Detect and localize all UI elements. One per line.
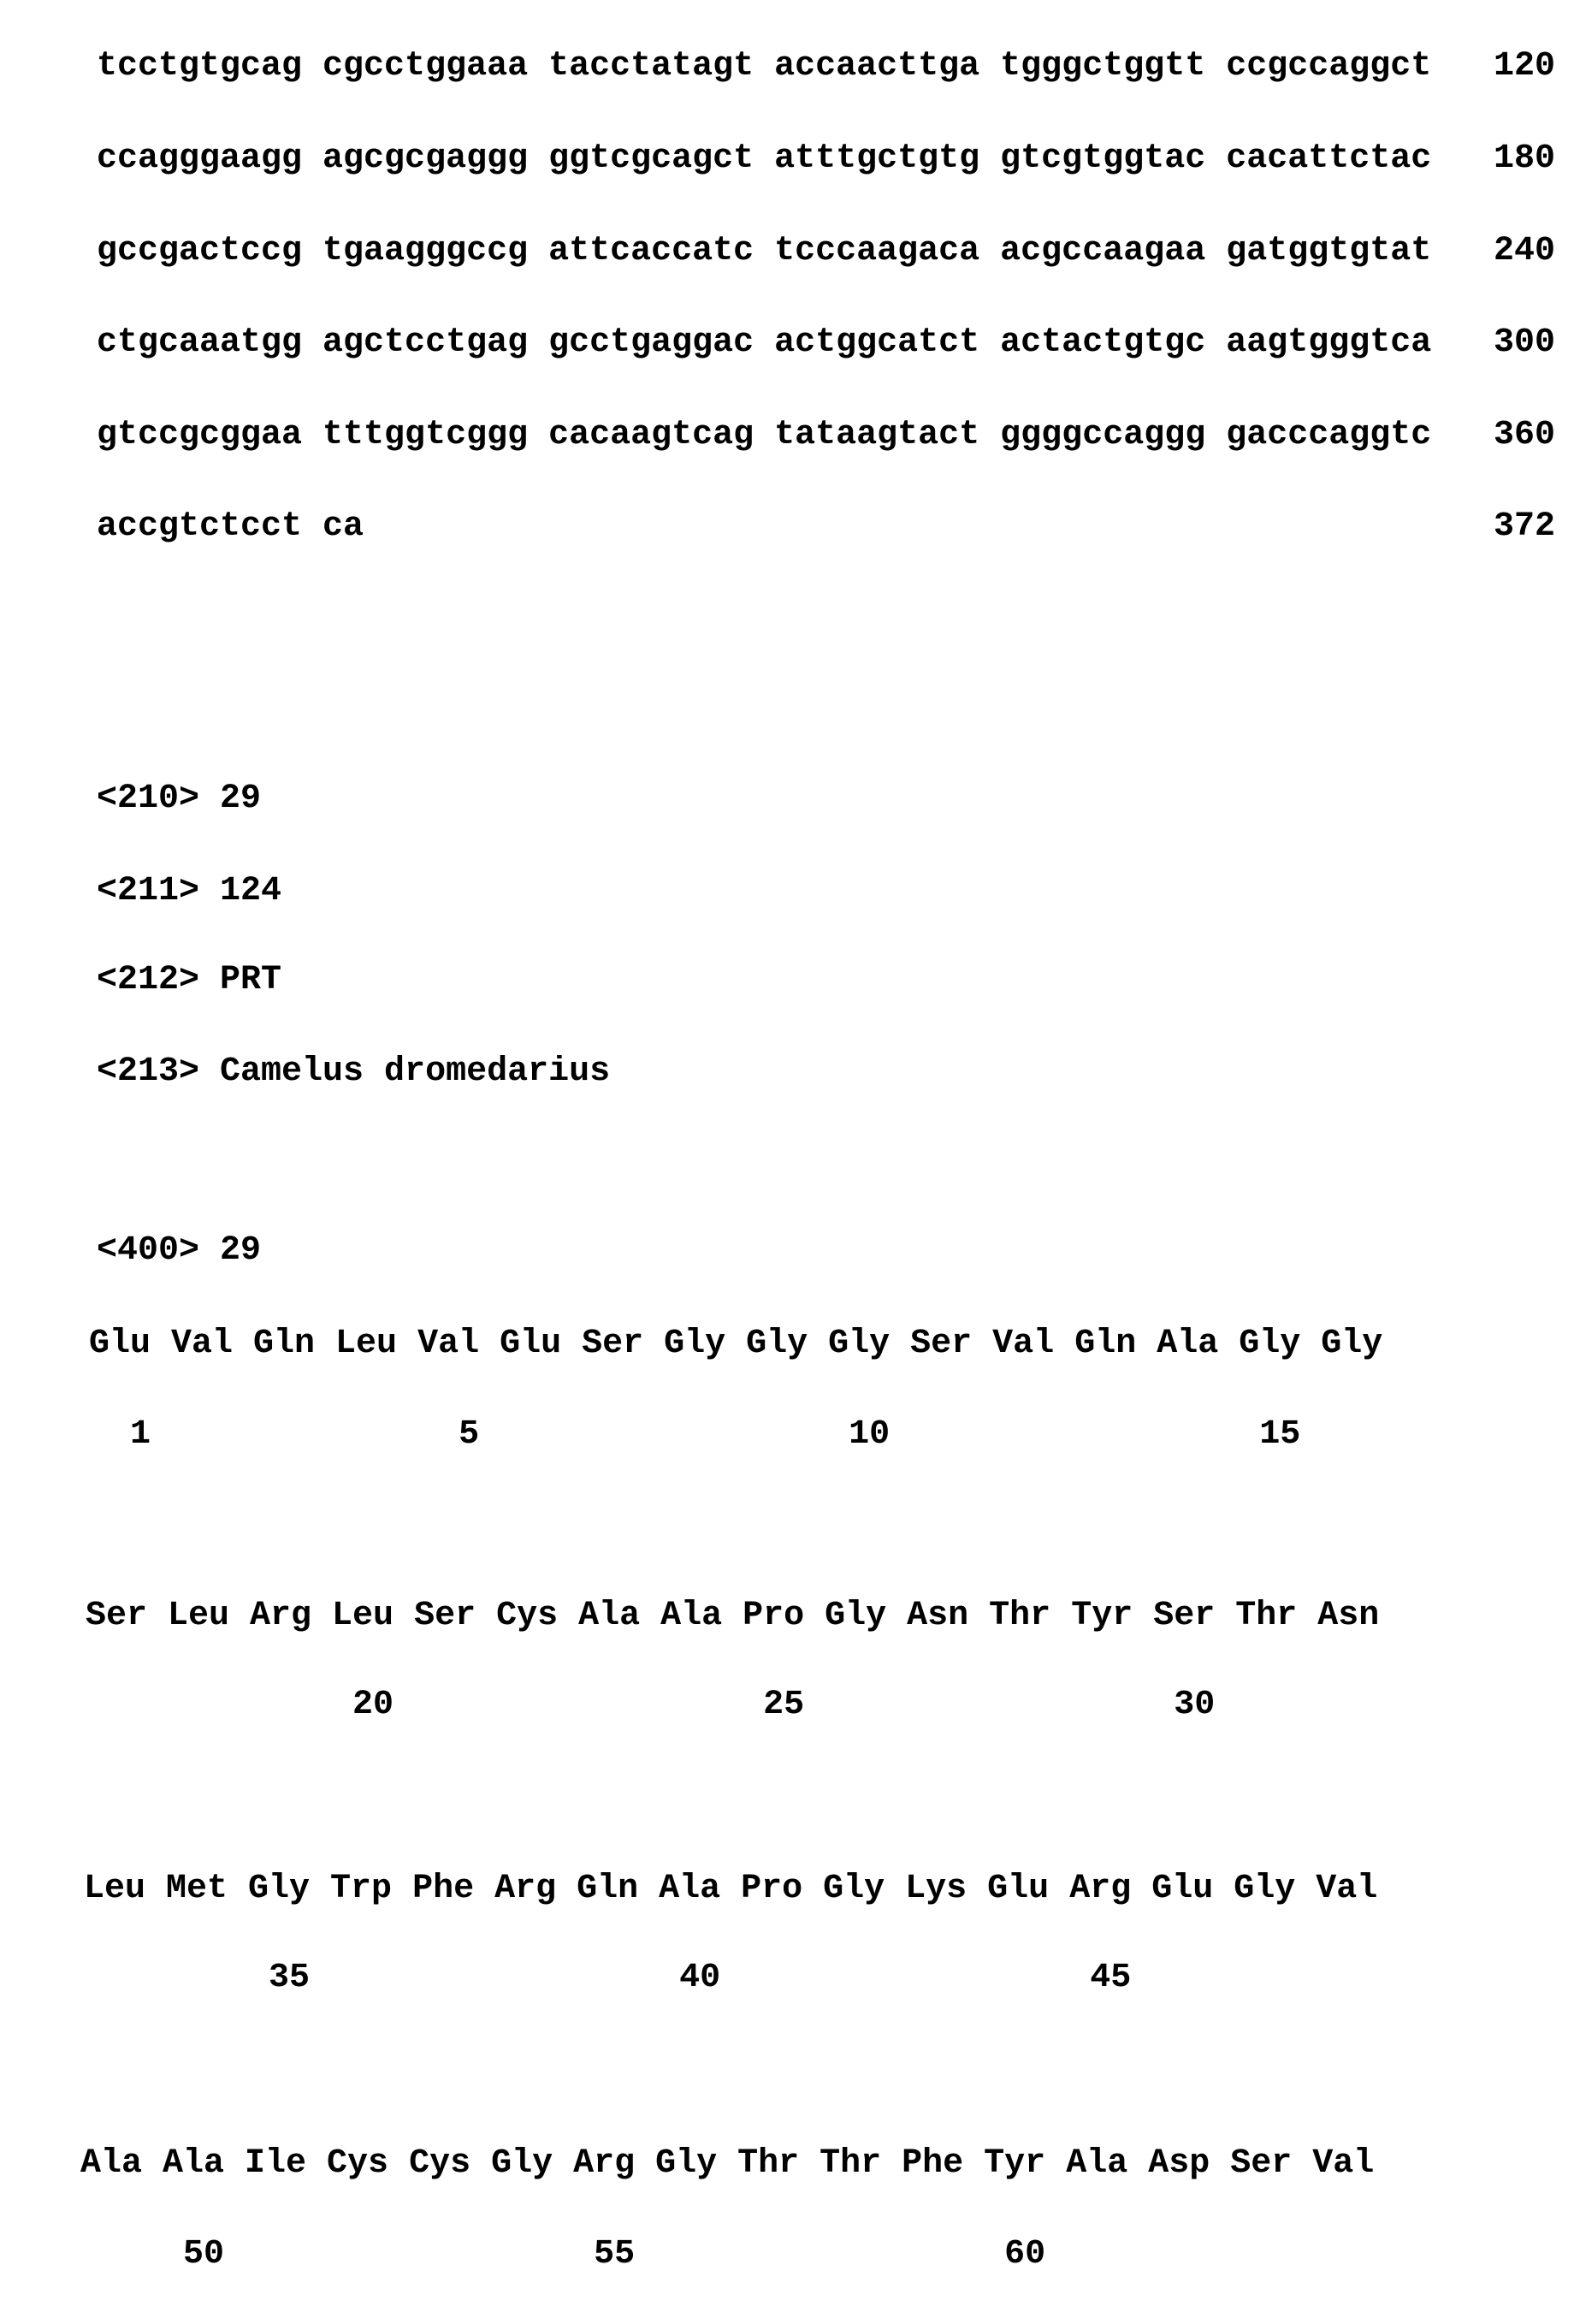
residue-line: Ser Leu Arg Leu Ser Cys Ala Ala Pro Gly Asn Thr Tyr Ser Thr Asn — [86, 1596, 1379, 1637]
sequence-position: 240 — [1494, 231, 1555, 272]
residue-line: Ala Ala Ile Cys Cys Gly Arg Gly Thr Thr Phe Tyr Ala Asp Ser Val — [80, 2143, 1374, 2185]
residue-line: Glu Val Gln Leu Val Glu Ser Gly Gly Gly Ser Val Gln Ala Gly Gly — [89, 1324, 1382, 1365]
residue-numbers — [80, 2234, 1535, 2275]
residue-number: 30 — [1174, 1685, 1215, 1726]
sequence-position: 180 — [1494, 139, 1555, 180]
sequence-line: tcctgtgcag cgcctggaaa tacctatagt accaacttga tgggctggtt ccgccaggct — [97, 46, 1431, 87]
residue-numbers — [86, 1685, 1540, 1726]
residue-number: 55 — [594, 2234, 635, 2275]
seq-id-field: <210> 29 — [97, 779, 261, 820]
residue-number: 15 — [1259, 1414, 1300, 1455]
residue-number: 5 — [459, 1414, 479, 1455]
length-field: <211> 124 — [97, 871, 281, 912]
sequence-line: accgtctcct ca — [97, 507, 364, 548]
sequence-position: 120 — [1494, 46, 1555, 87]
residue-numbers — [89, 1414, 1543, 1455]
sequence-position: 300 — [1494, 323, 1555, 364]
residue-number: 25 — [763, 1685, 804, 1726]
sequence-line: ctgcaaatgg agctcctgag gcctgaggac actggcatct actactgtgc aagtgggtca — [97, 323, 1431, 364]
residue-number: 1 — [130, 1414, 151, 1455]
residue-number: 45 — [1090, 1958, 1131, 1999]
residue-number: 40 — [679, 1958, 720, 1999]
residue-number: 50 — [183, 2234, 224, 2275]
residue-number: 10 — [849, 1414, 890, 1455]
residue-number: 20 — [352, 1685, 394, 1726]
organism-field: <213> Camelus dromedarius — [97, 1052, 610, 1093]
residue-numbers — [84, 1958, 1538, 1999]
sequence-tag: <400> 29 — [97, 1230, 261, 1272]
sequence-line: ccagggaagg agcgcgaggg ggtcgcagct atttgctgtg gtcgtggtac cacattctac — [97, 139, 1431, 180]
sequence-position: 372 — [1494, 507, 1555, 548]
residue-number: 60 — [1004, 2234, 1045, 2275]
residue-line: Leu Met Gly Trp Phe Arg Gln Ala Pro Gly Lys Glu Arg Glu Gly Val — [84, 1869, 1377, 1910]
sequence-line: gtccgcggaa tttggtcggg cacaagtcag tataagtact ggggccaggg gacccaggtc — [97, 415, 1431, 456]
residue-number: 35 — [269, 1958, 310, 1999]
type-field: <212> PRT — [97, 960, 281, 1001]
sequence-line: gccgactccg tgaagggccg attcaccatc tcccaagaca acgccaagaa gatggtgtat — [97, 231, 1431, 272]
sequence-position: 360 — [1494, 415, 1555, 456]
